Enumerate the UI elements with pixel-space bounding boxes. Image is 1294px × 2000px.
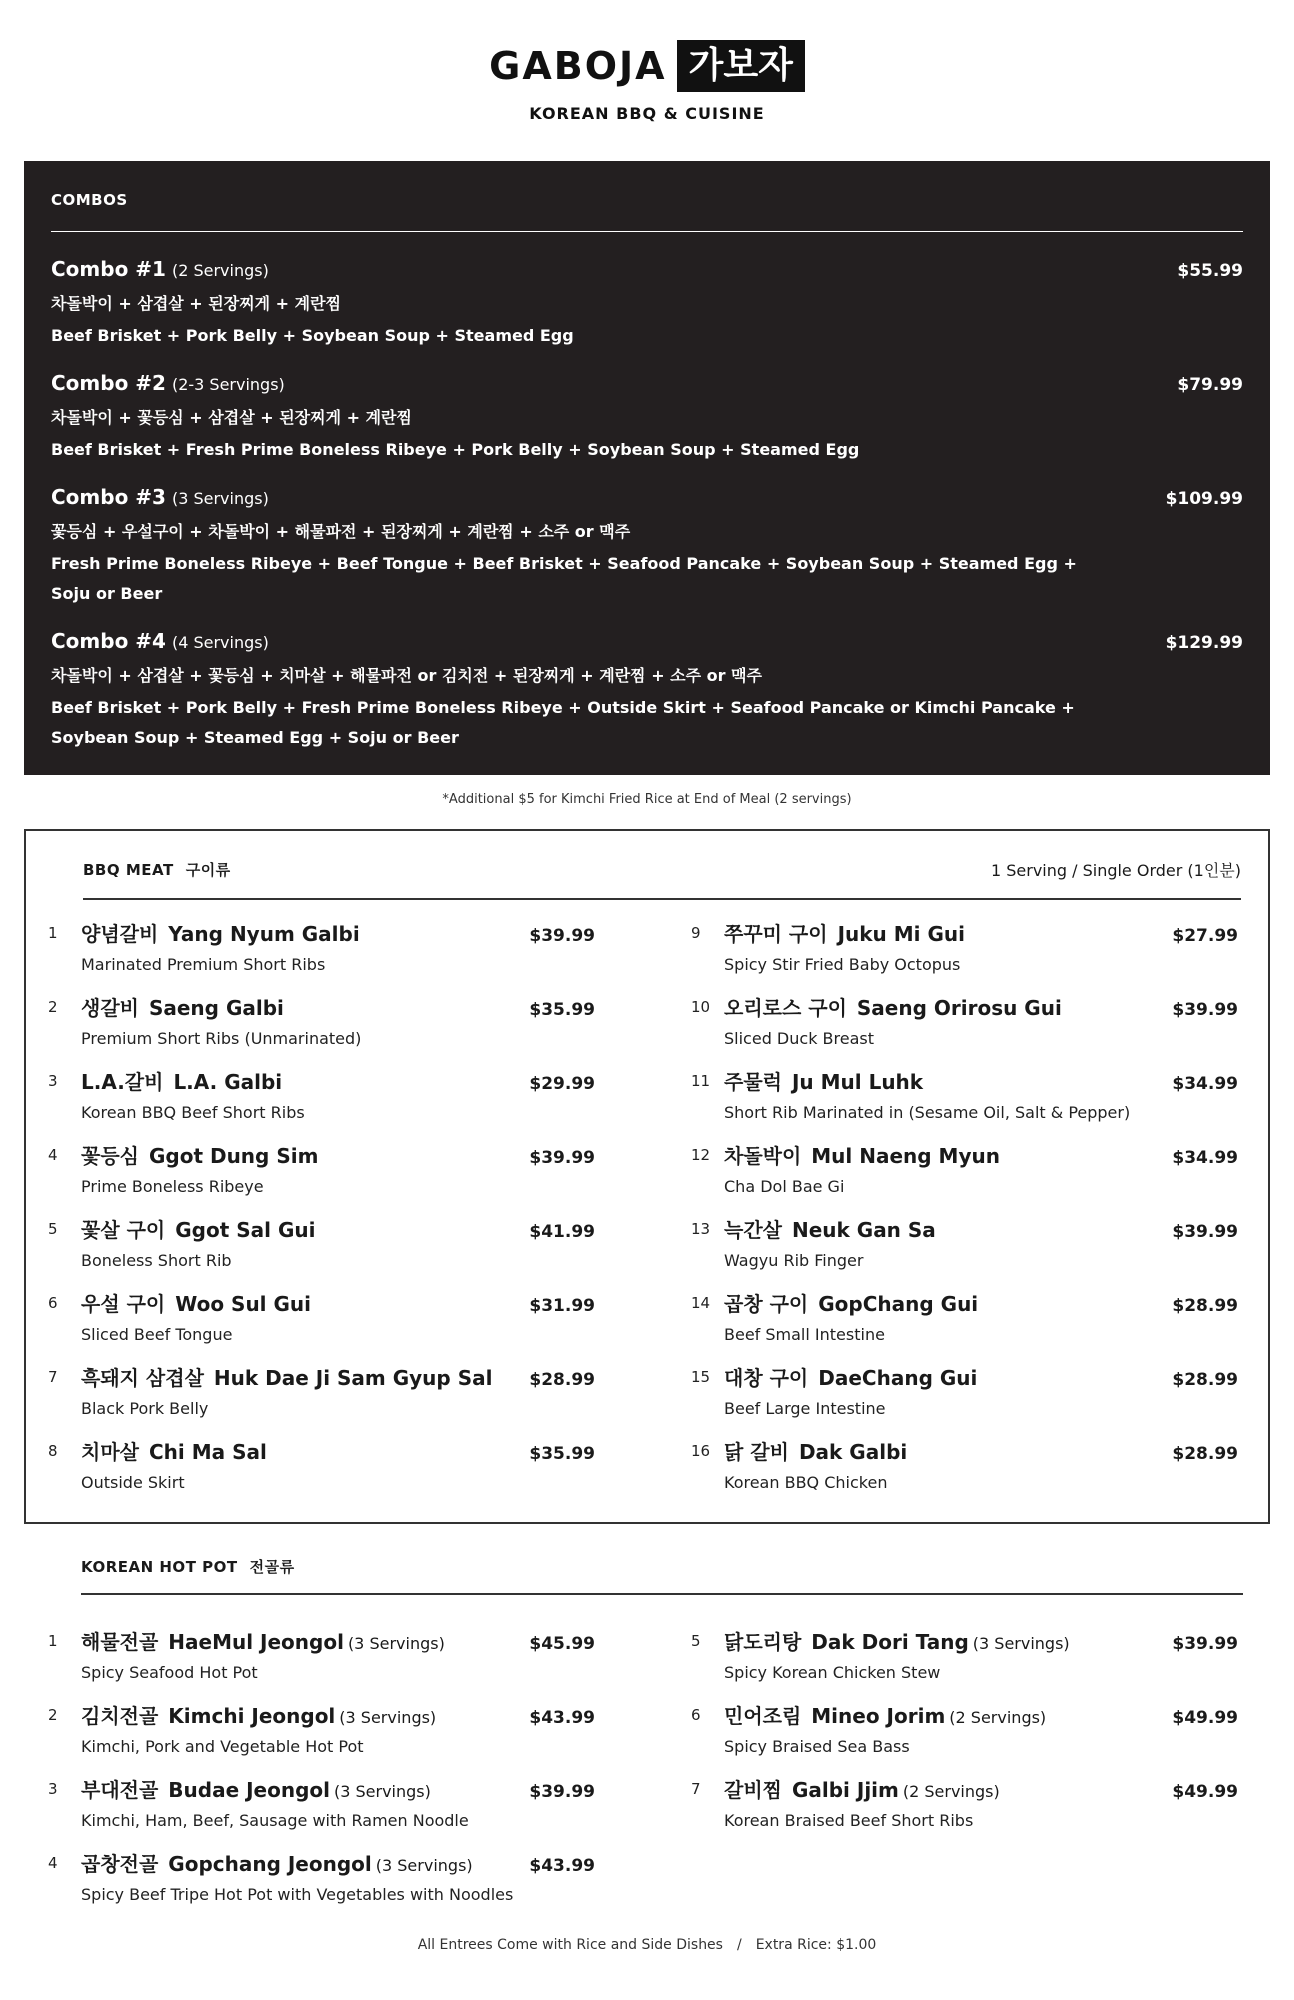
item-name: [81, 992, 284, 1021]
item-name: [81, 1288, 311, 1317]
combo-name: Combo #1: [51, 257, 166, 281]
item-name-korean: 꽃살 구이: [81, 1218, 166, 1242]
menu-item: [691, 1626, 1238, 1682]
combo-item: [51, 485, 1243, 609]
item-name-korean: 민어조림: [724, 1704, 802, 1728]
combo-servings: (3 Servings): [171, 489, 269, 508]
item-name-english: Chi Ma Sal: [148, 1440, 267, 1464]
combo-korean: 꽃등심 + 우설구이 + 차돌박이 + 해물파전 + 된장찌게 + 계란찜 + 소주 or 맥주: [51, 522, 631, 541]
menu-item: [691, 1214, 1238, 1270]
item-name: [724, 992, 1062, 1021]
menu-item: [48, 1700, 595, 1756]
item-price: $28.99: [529, 1370, 595, 1390]
item-number: 14: [691, 1294, 711, 1312]
item-description: Korean Braised Beef Short Ribs: [724, 1811, 974, 1830]
item-name-korean: 생갈비: [81, 996, 139, 1020]
menu-item: [48, 1288, 595, 1344]
item-name-english: Ggot Dung Sim: [148, 1144, 319, 1168]
combo-title: [51, 371, 285, 395]
hotpot-header: [81, 1556, 1243, 1577]
combo-price: $129.99: [1165, 633, 1243, 653]
item-name: [724, 1066, 923, 1095]
item-name-english: Dak Galbi: [798, 1440, 908, 1464]
hotpot-divider: [81, 1593, 1243, 1595]
item-description: Korean BBQ Chicken: [724, 1473, 888, 1492]
combo-english: Fresh Prime Boneless Ribeye + Beef Tongue + Beef Brisket + Seafood Pancake + Soybean Soup + Steamed Egg + Soju or Beer: [51, 554, 1077, 603]
item-name-english: Huk Dae Ji Sam Gyup Sal: [213, 1366, 493, 1390]
item-price: $39.99: [529, 1148, 595, 1168]
item-name-korean: 차돌박이: [724, 1144, 802, 1168]
hotpot-title-korean: 전골류: [249, 1558, 295, 1576]
item-price: $35.99: [529, 1000, 595, 1020]
item-name: [724, 918, 965, 947]
item-price: $39.99: [529, 926, 595, 946]
item-number: 3: [48, 1072, 58, 1090]
item-name-english: Juku Mi Gui: [837, 922, 965, 946]
item-name-korean: 김치전골: [81, 1704, 159, 1728]
combo-price: $79.99: [1177, 375, 1243, 395]
menu-item: [691, 1066, 1238, 1122]
combo-title: [51, 485, 269, 509]
menu-item: [48, 1436, 595, 1492]
menu-item: [48, 1626, 595, 1682]
item-name-english: Woo Sul Gui: [175, 1292, 312, 1316]
item-number: 7: [691, 1780, 701, 1798]
footer-rice-note: All Entrees Come with Rice and Side Dishes: [417, 1937, 723, 1953]
item-name-english: Saeng Orirosu Gui: [856, 996, 1062, 1020]
item-servings: (3 Servings): [972, 1634, 1070, 1653]
menu-item: [48, 1362, 595, 1418]
item-description: Prime Boneless Ribeye: [81, 1177, 264, 1196]
combo-item: [51, 371, 1243, 465]
item-name: [81, 1626, 445, 1655]
item-number: 9: [691, 924, 701, 942]
item-number: 6: [48, 1294, 58, 1312]
combo-english: Beef Brisket + Pork Belly + Fresh Prime Boneless Ribeye + Outside Skirt + Seafood Pancake or Kimchi Pancake + Soybean Soup + Steamed Egg + Soju or Beer: [51, 698, 1075, 747]
menu-item: [691, 992, 1238, 1048]
menu-item: [48, 1066, 595, 1122]
bbq-title-english: BBQ MEAT: [83, 861, 174, 879]
item-name: [724, 1288, 978, 1317]
item-name: [81, 1436, 267, 1465]
item-price: $28.99: [1172, 1370, 1238, 1390]
bbq-header: [83, 858, 1241, 881]
item-description: Korean BBQ Beef Short Ribs: [81, 1103, 305, 1122]
item-number: 12: [691, 1146, 711, 1164]
item-description: Beef Small Intestine: [724, 1325, 885, 1344]
item-name: [81, 1362, 492, 1391]
brand-name-korean: 가보자: [677, 40, 805, 92]
item-number: 2: [48, 1706, 58, 1724]
item-name-korean: L.A.갈비: [81, 1070, 164, 1094]
item-price: $39.99: [1172, 1000, 1238, 1020]
item-name-korean: 대창 구이: [724, 1366, 809, 1390]
menu-item: [48, 918, 595, 974]
item-number: 8: [48, 1442, 58, 1460]
menu-item: [691, 1700, 1238, 1756]
item-name-korean: 흑돼지 삼겹살: [81, 1366, 204, 1390]
item-servings: (3 Servings): [339, 1708, 437, 1727]
item-name-korean: 닭도리탕: [724, 1630, 802, 1654]
item-name: [81, 918, 360, 947]
item-price: $29.99: [529, 1074, 595, 1094]
item-price: $49.99: [1172, 1782, 1238, 1802]
combo-english: Beef Brisket + Fresh Prime Boneless Ribeye + Pork Belly + Soybean Soup + Steamed Egg: [51, 440, 860, 459]
item-name: [724, 1140, 1000, 1169]
menu-item: [691, 1288, 1238, 1344]
bbq-title-korean: 구이류: [185, 861, 231, 879]
combo-note: *Additional $5 for Kimchi Fried Rice at End of Meal (2 servings): [442, 792, 852, 807]
item-servings: (2 Servings): [902, 1782, 1000, 1801]
brand-logo: [489, 40, 805, 92]
combo-item: [51, 629, 1243, 753]
item-price: $39.99: [529, 1782, 595, 1802]
item-name: [724, 1214, 936, 1243]
item-description: Kimchi, Ham, Beef, Sausage with Ramen Noodle: [81, 1811, 469, 1830]
item-name-english: Mul Naeng Myun: [811, 1144, 1000, 1168]
item-name-english: Gopchang Jeongol: [168, 1852, 372, 1876]
item-number: 15: [691, 1368, 711, 1386]
item-price: $34.99: [1172, 1074, 1238, 1094]
item-price: $27.99: [1172, 926, 1238, 946]
item-servings: (3 Servings): [347, 1634, 445, 1653]
item-name: [81, 1848, 473, 1877]
combo-name: Combo #2: [51, 371, 166, 395]
item-name-korean: 꽃등심: [81, 1144, 139, 1168]
tagline: KOREAN BBQ & CUISINE: [529, 104, 765, 123]
item-name-english: Ggot Sal Gui: [175, 1218, 316, 1242]
item-servings: (2 Servings): [949, 1708, 1047, 1727]
footer-separator: /: [736, 1937, 742, 1953]
menu-item: [48, 1214, 595, 1270]
menu-item: [691, 1436, 1238, 1492]
combo-servings: (2 Servings): [171, 261, 269, 280]
item-price: $43.99: [529, 1856, 595, 1876]
item-name-korean: 해물전골: [81, 1630, 159, 1654]
item-number: 7: [48, 1368, 58, 1386]
item-description: Spicy Stir Fried Baby Octopus: [724, 955, 961, 974]
menu-item: [48, 1848, 595, 1904]
item-description: Beef Large Intestine: [724, 1399, 886, 1418]
combo-korean: 차돌박이 + 삼겹살 + 꽃등심 + 치마살 + 해물파전 or 김치전 + 된장찌게 + 계란찜 + 소주 or 맥주: [51, 666, 763, 685]
menu-header: [0, 40, 1294, 123]
item-description: Spicy Seafood Hot Pot: [81, 1663, 258, 1682]
menu-item: [691, 1140, 1238, 1196]
combo-english: Beef Brisket + Pork Belly + Soybean Soup + Steamed Egg: [51, 326, 574, 345]
item-description: Outside Skirt: [81, 1473, 185, 1492]
item-price: $49.99: [1172, 1708, 1238, 1728]
item-price: $34.99: [1172, 1148, 1238, 1168]
item-number: 1: [48, 924, 58, 942]
item-description: Black Pork Belly: [81, 1399, 209, 1418]
item-number: 16: [691, 1442, 711, 1460]
item-name-korean: 갈비찜: [724, 1778, 782, 1802]
item-description: Cha Dol Bae Gi: [724, 1177, 845, 1196]
item-number: 6: [691, 1706, 701, 1724]
item-name-english: Saeng Galbi: [148, 996, 284, 1020]
item-servings: (3 Servings): [334, 1782, 431, 1801]
item-name: [724, 1362, 977, 1391]
item-name-english: Ju Mul Luhk: [791, 1070, 924, 1094]
item-description: Marinated Premium Short Ribs: [81, 955, 326, 974]
item-name-english: DaeChang Gui: [818, 1366, 978, 1390]
combos-section: [24, 161, 1270, 775]
item-name-korean: 우설 구이: [81, 1292, 166, 1316]
menu-item: [48, 992, 595, 1048]
item-price: $39.99: [1172, 1222, 1238, 1242]
item-description: Spicy Braised Sea Bass: [724, 1737, 910, 1756]
item-price: $39.99: [1172, 1634, 1238, 1654]
item-name-english: Yang Nyum Galbi: [168, 922, 360, 946]
item-description: Premium Short Ribs (Unmarinated): [81, 1029, 362, 1048]
item-name: [81, 1774, 431, 1803]
bbq-serving-note: 1 Serving / Single Order (1인분): [990, 861, 1241, 880]
item-name-english: Dak Dori Tang: [811, 1630, 969, 1654]
item-number: 2: [48, 998, 58, 1016]
menu-item: [48, 1774, 595, 1830]
menu-footer: [0, 1937, 1294, 1953]
item-name-korean: 쭈꾸미 구이: [724, 922, 828, 946]
item-name: [81, 1140, 318, 1169]
combo-title: [51, 257, 269, 281]
item-name-korean: 오리로스 구이: [724, 996, 847, 1020]
item-name-korean: 닭 갈비: [724, 1440, 789, 1464]
item-name-korean: 주물럭: [724, 1070, 782, 1094]
item-name: [81, 1214, 315, 1243]
menu-item: [691, 918, 1238, 974]
item-name-english: GopChang Gui: [818, 1292, 979, 1316]
combos-title: COMBOS: [51, 191, 128, 209]
item-name-english: Budae Jeongol: [168, 1778, 330, 1802]
item-description: Spicy Beef Tripe Hot Pot with Vegetables with Noodles: [81, 1885, 514, 1904]
item-name-korean: 곱창전골: [81, 1852, 159, 1876]
combo-korean: 차돌박이 + 삼겹살 + 된장찌게 + 계란찜: [51, 294, 342, 313]
item-description: Sliced Beef Tongue: [81, 1325, 233, 1344]
item-description: Boneless Short Rib: [81, 1251, 232, 1270]
item-price: $31.99: [529, 1296, 595, 1316]
combo-name: Combo #3: [51, 485, 166, 509]
item-number: 4: [48, 1854, 58, 1872]
item-name: [724, 1436, 907, 1465]
bbq-divider: [83, 898, 1241, 900]
item-price: $28.99: [1172, 1296, 1238, 1316]
brand-name-english: GABOJA: [489, 44, 667, 88]
bbq-title: [83, 859, 231, 880]
item-name-english: Mineo Jorim: [811, 1704, 946, 1728]
item-number: 5: [691, 1632, 701, 1650]
item-name: [81, 1066, 282, 1095]
combo-name: Combo #4: [51, 629, 166, 653]
item-number: 3: [48, 1780, 58, 1798]
item-name: [724, 1626, 1070, 1655]
item-number: 13: [691, 1220, 711, 1238]
item-name: [81, 1700, 436, 1729]
item-price: $28.99: [1172, 1444, 1238, 1464]
item-description: Sliced Duck Breast: [724, 1029, 874, 1048]
item-name-english: Galbi Jjim: [791, 1778, 899, 1802]
item-number: 1: [48, 1632, 58, 1650]
combo-title: [51, 629, 269, 653]
item-description: Spicy Korean Chicken Stew: [724, 1663, 941, 1682]
combo-item: [51, 257, 1243, 351]
item-name-korean: 양념갈비: [81, 922, 159, 946]
item-price: $35.99: [529, 1444, 595, 1464]
combo-servings: (4 Servings): [171, 633, 269, 652]
item-servings: (3 Servings): [375, 1856, 473, 1875]
footer-extra-rice: Extra Rice: $1.00: [755, 1937, 877, 1953]
item-number: 5: [48, 1220, 58, 1238]
item-price: $43.99: [529, 1708, 595, 1728]
item-name-english: L.A. Galbi: [173, 1070, 283, 1094]
item-name: [724, 1700, 1046, 1729]
combo-korean: 차돌박이 + 꽃등심 + 삼겹살 + 된장찌게 + 계란찜: [51, 408, 412, 427]
item-name-korean: 부대전골: [81, 1778, 159, 1802]
item-name-korean: 곱창 구이: [724, 1292, 809, 1316]
menu-item: [48, 1140, 595, 1196]
item-price: $41.99: [529, 1222, 595, 1242]
item-name-english: Kimchi Jeongol: [168, 1704, 336, 1728]
item-number: 10: [691, 998, 711, 1016]
item-name: [724, 1774, 1000, 1803]
item-description: Kimchi, Pork and Vegetable Hot Pot: [81, 1737, 364, 1756]
item-description: Short Rib Marinated in (Sesame Oil, Salt & Pepper): [724, 1103, 1131, 1122]
item-name-english: Neuk Gan Sa: [791, 1218, 936, 1242]
item-description: Wagyu Rib Finger: [724, 1251, 864, 1270]
combo-price: $55.99: [1177, 261, 1243, 281]
item-number: 11: [691, 1072, 711, 1090]
item-number: 4: [48, 1146, 58, 1164]
item-name-korean: 늑간살: [724, 1218, 782, 1242]
combos-divider: [51, 231, 1243, 232]
menu-item: [691, 1362, 1238, 1418]
item-name-english: HaeMul Jeongol: [168, 1630, 344, 1654]
hotpot-title-english: KOREAN HOT POT: [81, 1558, 238, 1576]
menu-item: [691, 1774, 1238, 1830]
combo-servings: (2-3 Servings): [171, 375, 285, 394]
item-price: $45.99: [529, 1634, 595, 1654]
item-name-korean: 치마살: [81, 1440, 139, 1464]
hotpot-title: [81, 1556, 295, 1577]
combo-price: $109.99: [1165, 489, 1243, 509]
